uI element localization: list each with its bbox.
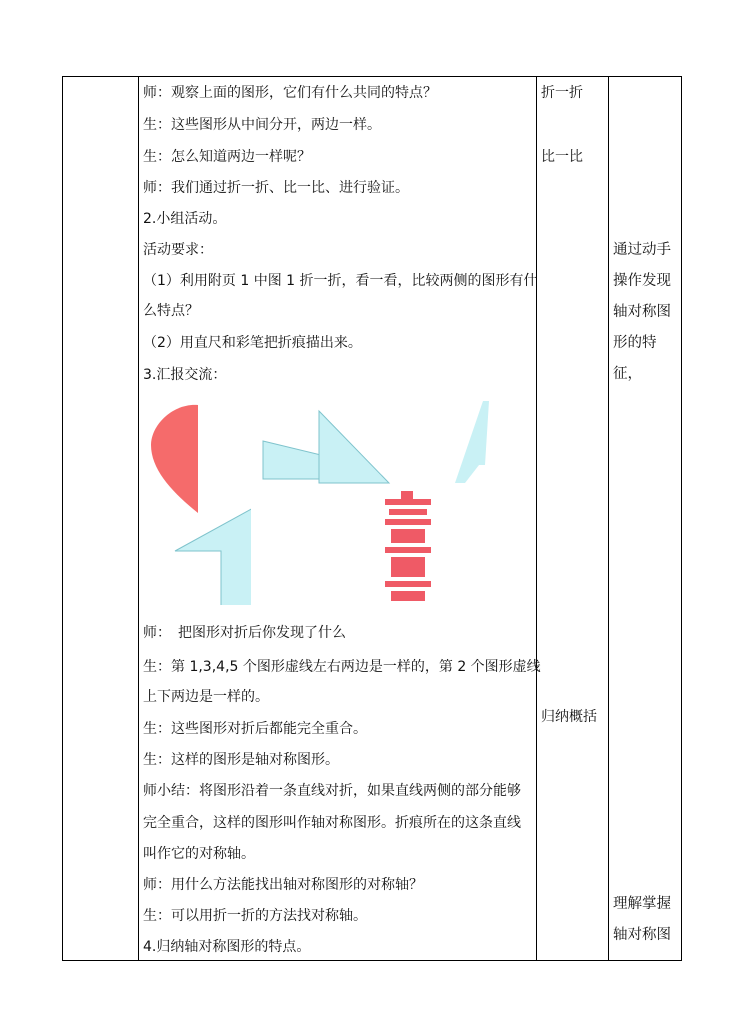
line-6: 活动要求：	[143, 242, 213, 258]
method-fold: 折一折	[541, 85, 583, 101]
triangle-figure-b	[319, 411, 389, 483]
line-20: 生：可以用折一折的方法找对称轴。	[143, 908, 367, 924]
half-heart-figure	[151, 405, 198, 513]
line-14: 生：这些图形对折后都能完全重合。	[143, 721, 367, 737]
design-intent-2: 理解掌握轴对称图	[613, 896, 671, 943]
line-1: 师：观察上面的图形，它们有什么共同的特点？	[143, 85, 437, 101]
line-16: 师小结：将图形沿着一条直线对折，如果直线两侧的部分能够	[143, 783, 521, 799]
a-shape-figure	[455, 401, 489, 483]
double-happiness-figure	[385, 491, 431, 601]
line-2: 生：这些图形从中间分开，两边一样。	[143, 117, 381, 133]
line-9: （2）用直尺和彩笔把折痕描出来。	[143, 335, 362, 351]
line-3: 生：怎么知道两边一样呢？	[143, 149, 311, 165]
line-5: 2.小组活动。	[143, 211, 227, 227]
column-divider-3	[608, 77, 609, 960]
method-summarize: 归纳概括	[541, 709, 597, 725]
lesson-table	[62, 76, 682, 961]
line-15: 生：这样的图形是轴对称图形。	[143, 752, 339, 768]
method-compare: 比一比	[541, 149, 583, 165]
line-8: 么特点？	[143, 303, 199, 319]
line-17: 完全重合，这样的图形叫作轴对称图形。折痕所在的这条直线	[143, 815, 521, 831]
tree-figure	[175, 507, 255, 605]
design-intent-1: 通过动手操作发现轴对称图形的特征，	[613, 242, 671, 382]
line-7: （1）利用附页 1 中图 1 折一折，看一看，比较两侧的图形有什	[143, 273, 538, 289]
line-11: 师： 把图形对折后你发现了什么	[143, 625, 346, 641]
line-4: 师：我们通过折一折、比一比、进行验证。	[143, 180, 409, 196]
column-divider-2	[536, 77, 537, 960]
double-triangle-figure	[263, 441, 321, 479]
line-19: 师：用什么方法能找出轴对称图形的对称轴？	[143, 877, 423, 893]
symmetric-figures-illustration	[143, 395, 493, 605]
line-13: 上下两边是一样的。	[143, 689, 269, 705]
line-12: 生：第 1,3,4,5 个图形虚线左右两边是一样的，第 2 个图形虚线	[143, 659, 541, 675]
line-21: 4.归纳轴对称图形的特点。	[143, 939, 311, 955]
line-18: 叫作它的对称轴。	[143, 846, 255, 862]
column-divider-1	[138, 77, 139, 960]
line-10: 3.汇报交流：	[143, 367, 227, 383]
